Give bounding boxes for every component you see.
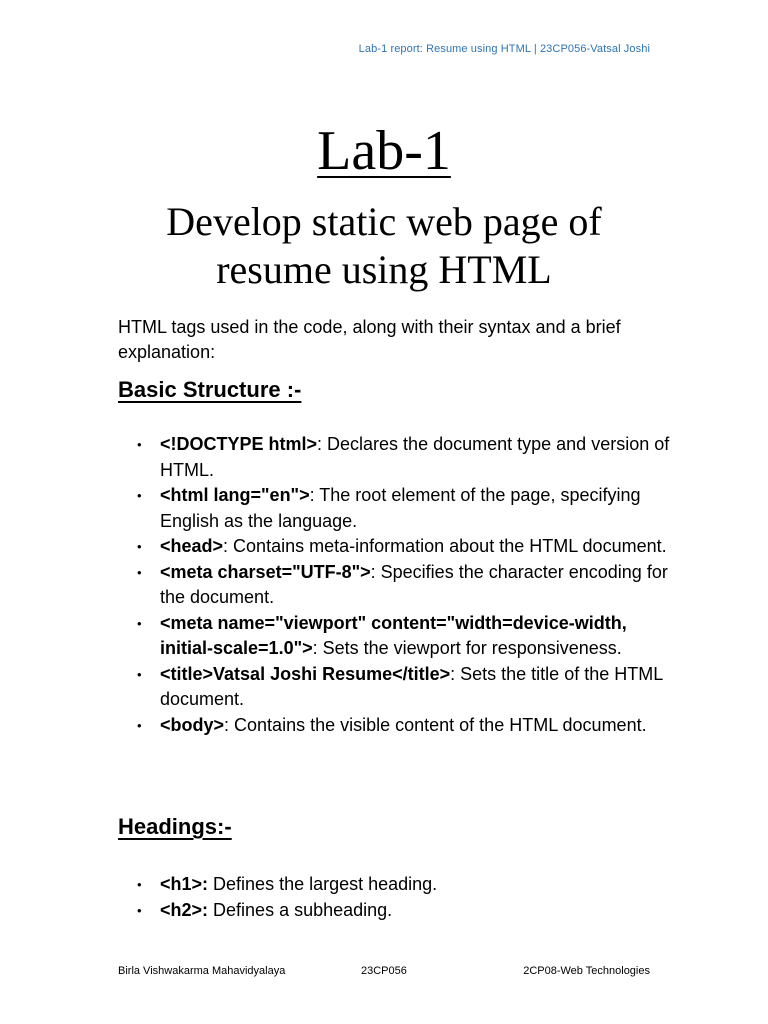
tag-name: <title>Vatsal Joshi Resume</title> xyxy=(160,663,451,684)
bullet-icon: • xyxy=(137,877,142,892)
basic-structure-list xyxy=(118,432,678,738)
bullet-icon: • xyxy=(137,615,142,631)
tag-name: <head> xyxy=(160,536,224,556)
footer-institution: Birla Vishwakarma Mahavidyalaya xyxy=(118,965,286,977)
tag-description: : Specifies the character encoding for the document. xyxy=(160,561,668,607)
list-item xyxy=(118,611,678,662)
page-title xyxy=(0,118,768,185)
bullet-icon: • xyxy=(137,437,142,452)
tag-name: <h2>: xyxy=(160,899,209,920)
tag-description: Defines a subheading. xyxy=(208,899,393,920)
page-title-text: Lab-1 xyxy=(317,120,451,182)
tag-description: : Declares the document type and version of HTML. xyxy=(160,434,670,480)
footer-course: 2CP08-Web Technologies xyxy=(523,965,650,977)
list-item xyxy=(118,534,678,560)
bullet-icon: • xyxy=(137,539,142,554)
tag-description: Defines the largest heading. xyxy=(208,874,438,894)
list-item xyxy=(118,662,678,713)
page-subtitle xyxy=(0,198,768,294)
tag-description: : Sets the title of the HTML document. xyxy=(160,663,663,709)
bullet-icon: • xyxy=(137,717,142,733)
tag-name: <h1>: xyxy=(160,874,209,894)
tag-description: : Sets the viewport for responsiveness. xyxy=(312,638,622,658)
tag-name: <body> xyxy=(160,714,225,735)
intro-paragraph: HTML tags used in the code, along with their syntax and a brief explanation: xyxy=(118,317,621,362)
list-item xyxy=(118,713,678,739)
page-header: Lab-1 report: Resume using HTML | 23CP056-Vatsal Joshi xyxy=(358,43,650,55)
bullet-icon: • xyxy=(137,564,142,580)
tag-description: : Contains meta-information about the HTML document. xyxy=(223,536,667,556)
tag-name: <meta name="viewport" content="width=device-width, initial-scale=1.0"> xyxy=(160,612,627,658)
subtitle-line-1: Develop static web page of xyxy=(166,199,602,244)
tag-description: : Contains the visible content of the HTML document. xyxy=(224,714,647,735)
headings-list xyxy=(118,872,678,923)
footer-roll-number: 23CP056 xyxy=(361,965,407,977)
tag-description: : The root element of the page, specifying English as the language. xyxy=(160,485,641,531)
list-item xyxy=(118,560,678,611)
tag-name: <html lang="en"> xyxy=(160,485,310,505)
tag-name: <meta charset="UTF-8"> xyxy=(160,561,371,582)
bullet-icon: • xyxy=(137,902,142,918)
list-item xyxy=(118,872,678,898)
tag-name: <!DOCTYPE html> xyxy=(160,434,318,454)
list-item xyxy=(118,432,678,483)
subtitle-line-2: resume using HTML xyxy=(216,247,552,292)
basic-structure-heading: Basic Structure :- xyxy=(118,377,302,402)
list-item xyxy=(118,898,678,924)
list-item xyxy=(118,483,678,534)
bullet-icon: • xyxy=(137,488,142,503)
bullet-icon: • xyxy=(137,666,142,682)
headings-section-heading: Headings:- xyxy=(118,814,232,839)
